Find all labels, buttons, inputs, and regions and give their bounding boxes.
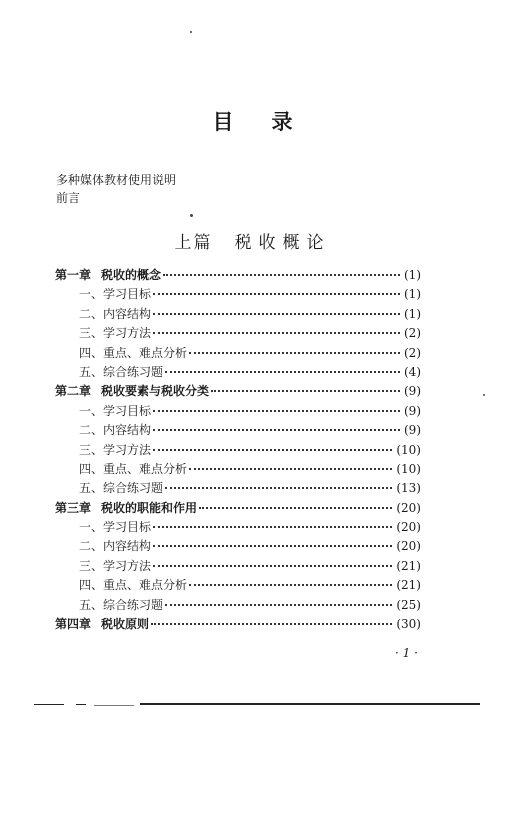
scan-rule [76, 704, 86, 705]
section-title: 四、重点、难点分析 [79, 461, 188, 476]
front-matter-media-guide: 多种媒体教材使用说明 [56, 173, 177, 187]
dot-leader [189, 583, 392, 586]
dot-leader [153, 312, 400, 315]
toc-chapter-3 [55, 499, 421, 518]
chapter-title: 税收的职能和作用 [101, 500, 198, 515]
page-number: · 1 · [395, 646, 418, 660]
toc-section [55, 537, 421, 556]
chapter-title: 税收的概念 [101, 268, 162, 282]
toc-section [55, 596, 421, 615]
dot-leader [153, 292, 400, 295]
toc-section [55, 402, 421, 421]
section-title: 四、重点、难点分析 [79, 345, 188, 360]
dot-leader [211, 389, 400, 392]
page-ref: (4) [404, 364, 421, 379]
dot-leader [153, 409, 400, 412]
toc-section [55, 441, 421, 460]
page-ref: (1) [404, 306, 421, 321]
bottom-rule [140, 703, 480, 705]
scan-speck [190, 214, 193, 217]
part-label: 上篇 [174, 233, 213, 253]
part-title-text: 税收概论 [234, 233, 331, 253]
toc-section [55, 479, 421, 498]
section-title: 三、学习方法 [79, 326, 152, 341]
section-title: 五、综合练习题 [79, 597, 164, 612]
dot-leader [153, 564, 392, 567]
page-ref: (1) [404, 268, 421, 282]
page-ref: (21) [396, 558, 421, 573]
page-ref: (1) [404, 287, 421, 302]
chapter-number: 第三章 [55, 500, 92, 515]
section-title: 四、重点、难点分析 [79, 578, 188, 593]
chapter-number: 第二章 [55, 384, 92, 399]
toc-chapter-4 [55, 615, 421, 634]
toc-section [55, 518, 421, 537]
front-matter-preface: 前言 [56, 191, 81, 205]
toc-section [55, 557, 421, 576]
toc-chapter-1 [55, 266, 421, 285]
page-ref: (20) [396, 539, 421, 554]
dot-leader [165, 370, 400, 373]
toc-section [55, 363, 421, 382]
dot-leader [199, 506, 392, 509]
page-title: 目录 [212, 110, 331, 134]
section-title: 一、学习目标 [79, 403, 152, 418]
scan-speck [190, 31, 192, 33]
toc-section [55, 324, 421, 343]
section-title: 二、内容结构 [79, 539, 152, 554]
page-ref: (30) [396, 617, 421, 632]
dot-leader [153, 331, 400, 334]
page-ref: (9) [404, 403, 421, 418]
dot-leader [189, 467, 392, 470]
toc-section [55, 460, 421, 479]
toc-chapter-2 [55, 382, 421, 401]
scan-rule [34, 704, 64, 705]
section-title: 三、学习方法 [79, 442, 152, 457]
page-ref: (2) [404, 326, 421, 341]
dot-leader [163, 273, 400, 276]
page-ref: (9) [404, 423, 421, 438]
page-ref: (10) [396, 461, 421, 476]
page-ref: (25) [396, 597, 421, 612]
toc-section [55, 285, 421, 304]
table-of-contents [55, 266, 421, 634]
dot-leader [165, 603, 392, 606]
scan-speck [483, 394, 485, 396]
section-title: 一、学习目标 [79, 520, 152, 535]
dot-leader [153, 525, 392, 528]
scan-rule [94, 705, 134, 706]
toc-section [55, 421, 421, 440]
page-ref: (21) [396, 578, 421, 593]
dot-leader [165, 486, 392, 489]
chapter-title: 税收要素与税收分类 [101, 384, 210, 399]
dot-leader [153, 448, 392, 451]
dot-leader [153, 428, 400, 431]
page-ref: (9) [404, 384, 421, 399]
dot-leader [153, 544, 392, 547]
section-title: 二、内容结构 [79, 423, 152, 438]
toc-section [55, 305, 421, 324]
dot-leader [189, 351, 400, 354]
part-heading [0, 228, 505, 253]
section-title: 三、学习方法 [79, 558, 152, 573]
section-title: 一、学习目标 [79, 287, 152, 302]
section-title: 二、内容结构 [79, 306, 152, 321]
toc-section [55, 344, 421, 363]
page-ref: (20) [396, 520, 421, 535]
dot-leader [151, 622, 392, 625]
page-ref: (10) [396, 442, 421, 457]
section-title: 五、综合练习题 [79, 364, 164, 379]
section-title: 五、综合练习题 [79, 481, 164, 496]
page-ref: (13) [396, 481, 421, 496]
page-ref: (20) [396, 500, 421, 515]
chapter-number: 第四章 [55, 617, 92, 632]
page-ref: (2) [404, 345, 421, 360]
chapter-number: 第一章 [55, 268, 92, 282]
toc-section [55, 576, 421, 595]
chapter-title: 税收原则 [101, 617, 150, 632]
